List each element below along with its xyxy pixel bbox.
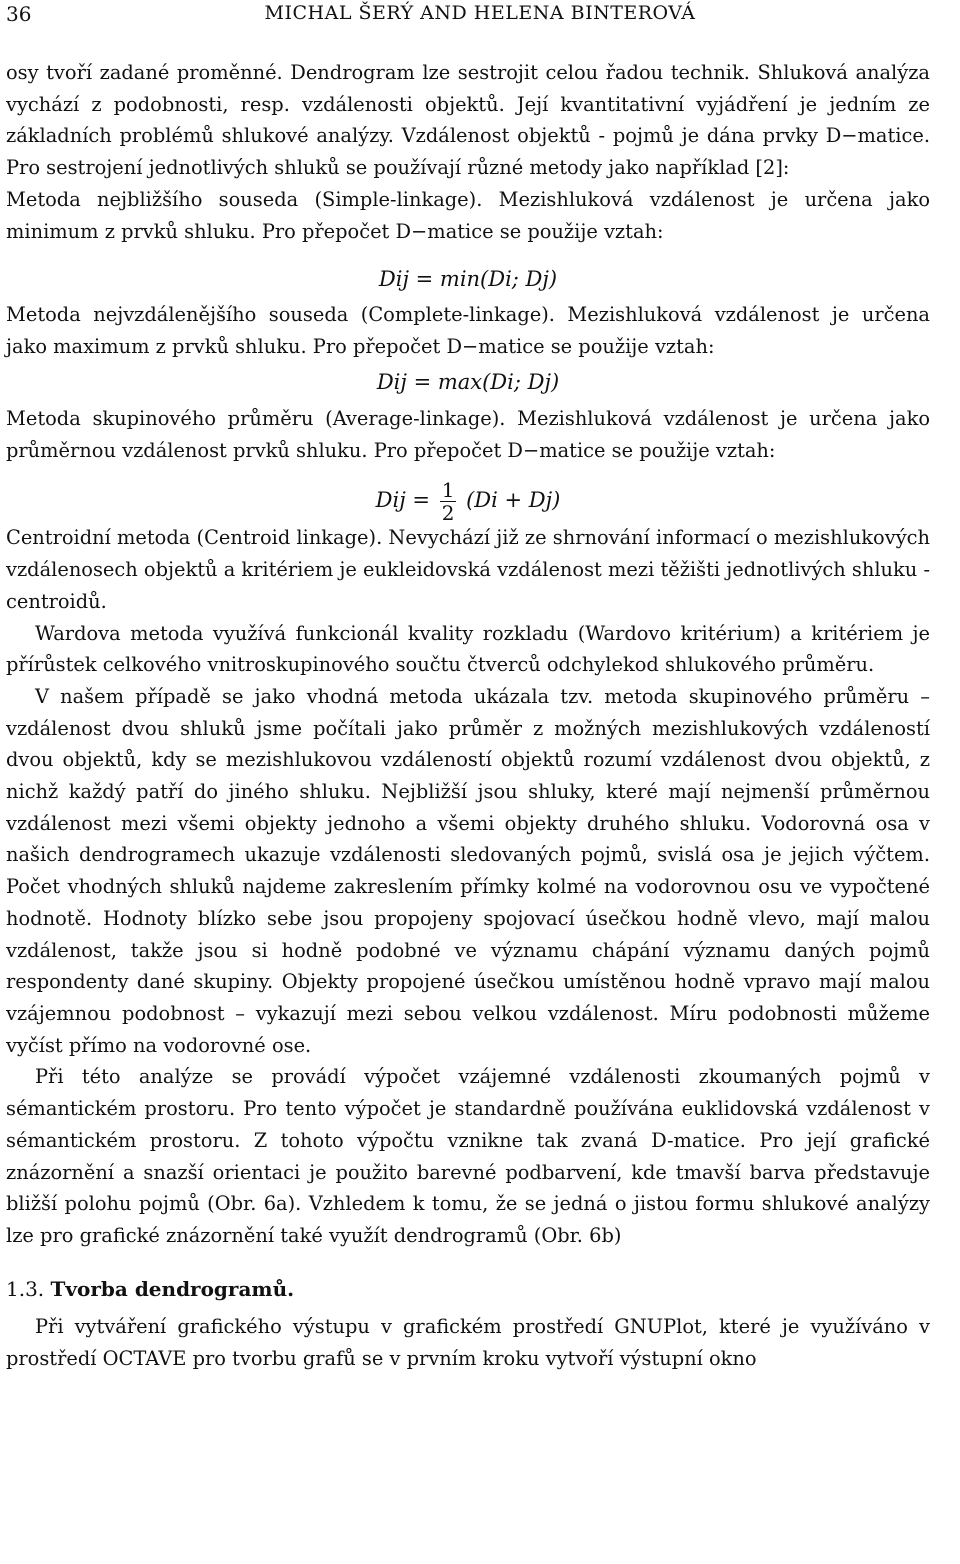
paragraph-simple-linkage: Metoda nejbližšího souseda (Simple-linkage). Mezishluková vzdálenost je určena jako minimum z prvků shluku. Pro přepočet D−matice se použije vztah: [6, 187, 930, 243]
section-title: Tvorba dendrogramů. [50, 1276, 295, 1301]
body-text [6, 57, 930, 1375]
paragraph-analysis: Při této analýze se provádí výpočet vzájemné vzdálenosti zkoumaných pojmů v sémantickém prostoru. Pro tento výpočet je standardně používána euklidovská vzdálenost v sémantickém prostoru. Z tohoto výpočtu vznikne tak zvaná D-matice. Pro její grafické znázornění a snazší orientaci je použito barevné podbarvení, kde tmavší barva představuje bližší polohu pojmů (Obr. 6a). Vzhledem k tomu, že se jedná o jistou formu shlukové analýzy lze pro grafické znázornění také využít dendrogramů (Obr. 6b) [6, 1065, 930, 1247]
paragraph-ward: Wardova metoda využívá funkcionál kvality rozkladu (Wardovo kritérium) a kritériem je přírůstek celkového vnitroskupinového součtu čtverců odchylekod shlukového průměru. [6, 621, 930, 677]
paragraph-complete-linkage: Metoda nejvzdálenějšího souseda (Complete-linkage). Mezishluková vzdálenost je určena jako maximum z prvků shluku. Pro přepočet D−matice se použije vztah: [6, 302, 930, 358]
equation-average [6, 479, 930, 524]
fraction-denominator: 2 [441, 501, 455, 526]
paragraph-average-linkage: Metoda skupinového průměru (Average-linkage). Mezishluková vzdálenost je určena jako průměrnou vzdálenost prvků shluku. Pro přepočet D−matice se použije vztah: [6, 407, 930, 462]
paragraph-centroid: Centroidní metoda (Centroid linkage). Nevychází již ze shrnování informací o mezishlukových vzdálenosech objektů a kritériem je eukleidovská vzdálenost mezi těžišti jednotlivých shluku - centroidů. [6, 526, 930, 613]
section-number: 1.3. [6, 1276, 45, 1301]
paragraph-gnuplot: Při vytváření grafického výstupu v grafickém prostředí GNUPlot, které je využíváno v prostředí OCTAVE pro tvorbu grafů se v prvním kroku vytvoří výstupní okno [6, 1315, 930, 1371]
paragraph-our-case: V našem případě se jako vhodná metoda ukázala tzv. metoda skupinového průměru – vzdálenost dvou shluků jsme počítali jako průměr z možných mezishlukových vzdáleností dvou objektů, kdy se mezishlukovou vzdáleností objektů rozumí vzdálenost dvou objektů, z nichž každý patří do jiného shluku. Nejbližší jsou shluky, které mají nejmenší průměrnou vzdálenost mezi všemi objekty jednoho a všemi objekty druhého shluku. Vodorovná osa v našich dendrogramech ukazuje vzdálenosti sledovaných pojmů, svislá osa je jejich výčtem. Počet vhodných shluků najdeme zakreslením přímky kolmé na vodorovnou osu ve vypočtené hodnotě. Hodnoty blízko sebe jsou propojeny spojovací úsečkou hodně vlevo, mají malou vzdálenost, takže jsou si hodně podobné ve významu chápání významu daných pojmů respondenty dané skupiny. Objekty propojené úsečkou umístěnou hodně vpravo mají malou vzájemnou podobnost – vykazují mezi sebou velkou vzdálenost. Míru podobnosti můžeme vyčíst přímo na vodorovné ose. [6, 684, 930, 1057]
fraction [440, 479, 457, 524]
equation-max [6, 367, 930, 399]
equation-average-lhs: Dij = [375, 488, 430, 513]
fraction-numerator: 1 [441, 478, 455, 503]
paragraph-intro: osy tvoří zadané proměnné. Dendrogram lze sestrojit celou řadou technik. Shluková analýza vychází z podobnosti, resp. vzdálenosti objektů. Její kvantitativní vyjádření je jedním ze základních problémů shlukové analýzy. Vzdálenost objektů - pojmů je dána prvky D−matice. Pro sestrojení jednotlivých shluků se používají různé metody jako například [2]: [6, 61, 930, 180]
section-heading [6, 1274, 930, 1306]
equation-min-text: Dij = min(Di; Dj) [378, 267, 558, 292]
equation-max-text: Dij = max(Di; Dj) [376, 370, 560, 395]
running-head: MICHAL ŠERÝ AND HELENA BINTEROVÁ [264, 2, 696, 24]
equation-average-rhs: (Di + Dj) [466, 488, 561, 513]
equation-min [6, 264, 930, 296]
page-number: 36 [6, 2, 32, 26]
page-header [6, 2, 954, 30]
